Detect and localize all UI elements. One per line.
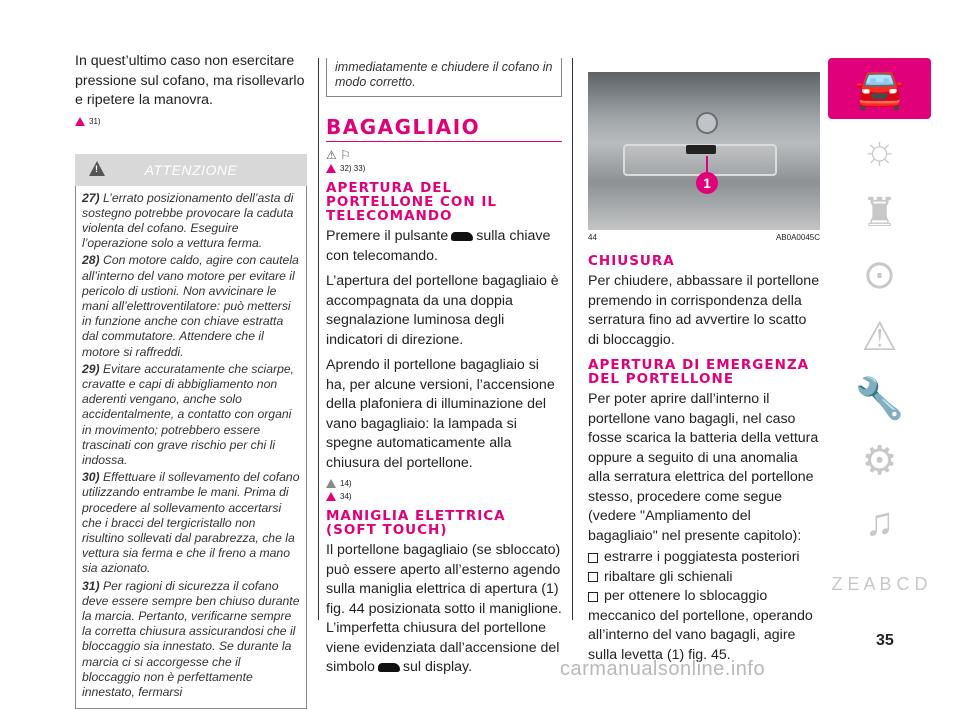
music-nav-icon[interactable]: ♫	[828, 492, 931, 553]
car-trunk-icon	[378, 663, 400, 672]
checkbox-icon	[588, 572, 598, 582]
chapter-sidebar	[828, 58, 931, 616]
callout-line	[706, 156, 708, 173]
lights-message-icon[interactable]: ☼	[828, 120, 931, 181]
paragraph: Il portellone bagagliaio (se sbloccato) può essere aperto all’esterno agendo sulla maniglia elettrica di apertura (1) fig. 44 posizionata sotto il maniglione. L’imperfetta chiusura del portellone viene evidenziata dall’accensione del simbolo sul display.	[326, 541, 562, 678]
reference-34: 34)	[326, 492, 562, 501]
column-left	[75, 52, 307, 709]
warning-item: 30) Effettuare il sollevamento del cofano utilizzando entrambe le mani. Prima di procedere al sollevamento accertarsi che i bracci del tergicristallo non risultino sollevati dal parabrezza, che la vettura sia ferma e che il freno a mano sia azionato.	[82, 470, 300, 576]
paragraph: Per chiudere, abbassare il portellone premendo in corrispondenza della serratura fino ad avvertire lo scatto di bloccaggio.	[588, 272, 820, 350]
warning-item: 27) L’errato posizionamento dell’asta di sostegno potrebbe provocare la caduta violenta del cofano. Eseguire l’operazione solo a vettura ferma.	[82, 191, 300, 252]
warning-triangle-icon	[326, 492, 336, 501]
warning-body	[75, 186, 307, 709]
car-trunk-icon	[451, 232, 473, 241]
warning-item: 29) Evitare accuratamente che sciarpe, cravatte e capi di abbigliamento non aderenti vengano, anche solo accidentalmente, a contatto con organi in movimento; potrebbero essere trascinati con grave rischio per chi li indossa.	[82, 362, 300, 468]
reference-31: 31)	[75, 117, 307, 126]
warning-triangle-icon	[326, 164, 336, 173]
release-button	[686, 145, 716, 154]
checklist-item: estrarre i poggiatesta posteriori	[588, 548, 820, 568]
steering-key-icon[interactable]: ⊙	[828, 244, 931, 305]
checklist-item: ribaltare gli schienali	[588, 568, 820, 588]
checklist-item: per ottenere lo sblocaggio	[588, 587, 820, 607]
wrench-car-icon[interactable]: 🔧	[828, 368, 931, 429]
page-number: 35	[876, 632, 894, 650]
watermark: carmanualsonline.info	[560, 658, 765, 681]
figure-code: AB0A0045C	[776, 233, 820, 242]
figure-caption	[588, 233, 820, 242]
warning-title: ATTENZIONE	[145, 162, 238, 178]
figure-44-photo	[588, 72, 820, 230]
paragraph: Aprendo il portellone bagagliaio si ha, per alcune versioni, l’accensione della plafoniera di illuminazione del vano bagagliaio: la lampada si spegne automaticamente alla chiusura del portellone.	[326, 356, 562, 473]
heading-chiusura: CHIUSURA	[588, 254, 820, 268]
luggage-icon: ⚠ ⚐	[326, 148, 562, 162]
warning-item: 31) Per ragioni di sicurezza il cofano deve essere sempre ben chiuso durante la marcia. Pertanto, verificarne sempre la corretta chiusura assicurandosi che il bloccaggio sia innestato. Se durante la marcia ci si accorgesse che il bloccaggio non è perfettamente innestato, fermarsi	[82, 579, 300, 701]
car-info-icon[interactable]: 🚘	[828, 58, 931, 119]
intro-paragraph: In quest’ultimo caso non esercitare pressione sul cofano, ma risollevarlo e ripetere la manovra.	[75, 52, 307, 111]
column-middle	[326, 58, 562, 678]
heading-emergenza: APERTURA DI EMERGENZA DEL PORTELLONE	[588, 358, 820, 386]
column-right	[588, 58, 820, 671]
column-divider	[318, 58, 319, 620]
warning-item: 28) Con motore caldo, agire con cautela all’interno del vano motore per evitare il pericolo di ustioni. Non avvicinare le mani all’elettroventilatore: può mettersi in funzione anche con chiave estratta dal commutatore. Attendere che il motore si raffreddi.	[82, 253, 300, 359]
callout-number: 1	[696, 172, 718, 194]
heading-maniglia: MANIGLIA ELETTRICA (SOFT TOUCH)	[326, 509, 562, 537]
reference-14: 14)	[326, 479, 562, 488]
warning-continued: immediatamente e chiudere il cofano in modo corretto.	[326, 58, 562, 97]
paragraph: meccanico del portellone, operando all’interno del vano bagagli, agire sulla levetta (1) fig. 45.	[588, 607, 820, 666]
section-title: BAGAGLIAIO	[326, 115, 562, 142]
reference-32-33: 32) 33)	[326, 164, 562, 173]
warning-icon	[89, 161, 105, 176]
paragraph: L’apertura del portellone bagagliaio è accompagnata da una doppia segnalazione luminosa degli indicatori di direzione.	[326, 272, 562, 350]
index-letters-icon[interactable]: Z E A B C D	[828, 554, 931, 615]
heading-apertura-telecomando: APERTURA DEL PORTELLONE CON IL TELECOMANDO	[326, 181, 562, 223]
checkbox-icon	[588, 592, 598, 602]
warning-triangle-icon	[75, 117, 85, 126]
column-divider	[572, 58, 573, 620]
warning-header	[75, 154, 307, 186]
figure-number: 44	[588, 233, 597, 242]
caution-icon	[326, 479, 336, 488]
gears-icon[interactable]: ⚙	[828, 430, 931, 491]
paragraph: Per poter aprire dall’interno il portellone vano bagagli, nel caso fosse scarica la batteria della vettura oppure a seguito di una anomalia alla serratura elettrica del portellone stesso, procedere come segue (vedere "Ampliamento del bagagliaio" nel presente capitolo):	[588, 390, 820, 546]
checkbox-icon	[588, 553, 598, 563]
warning-road-icon[interactable]: ⚠	[828, 306, 931, 367]
paragraph: Premere il pulsante sulla chiave con telecomando.	[326, 227, 562, 266]
airbag-seat-icon[interactable]: ♜	[828, 182, 931, 243]
brand-logo	[696, 112, 718, 134]
